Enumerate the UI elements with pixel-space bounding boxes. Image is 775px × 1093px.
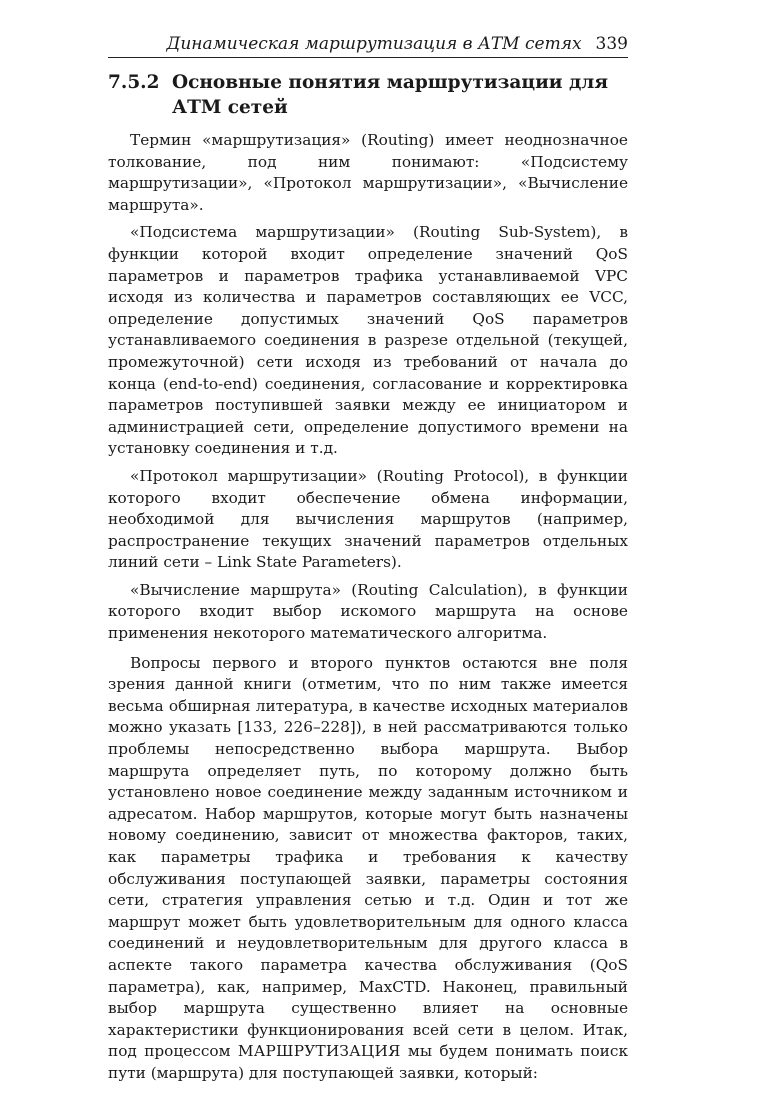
paragraph-route-selection-text: Вопросы первого и второго пунктов остаются вне поля зрения данной книги (отметим, что по ним также имеется весьма обширная литература, в качестве исходных материалов можно указать [133, 226–228]), в ней рассматриваются только проблемы непосредственно выбора маршрута. Выбор маршрута определяет путь, по которому должно быть установлено новое соединение между заданным источником и адресатом. Набор маршрутов, которые могут быть назначены новому соединению, зависит от множества факторов, таких, как параметры трафика и требования к качеству обслуживания поступающей заявки, параметры состояния сети, стратегия управления сетью и т.д. Один и тот же маршрут может быть удовлетворительным для одного класса соединений и неудовлетворительным для другого класса в аспекте такого параметра качества обслуживания (QoS параметра), как, например, MaxCTD. Наконец, правильный выбор маршрута существенно влияет на основные характеристики функционирования всей сети в целом. Итак, под процессом (108, 653, 628, 1061)
paragraph-route-selection (108, 653, 628, 1085)
paragraph-routing-subsystem: «Подсистема маршрутизации» (Routing Sub-System), в функции которой входит определение значений QoS параметров и параметров трафика устанавливаемой VPC исходя из количества и параметров составляющих ее VCC, определение допустимых значений QoS параметров устанавливаемого соединения в разрезе отдельной (текущей, промежуточной) сети исходя из требований от начала до конца (end-to-end) соединения, согласование и корректировка параметров поступившей заявки между ее инициатором и администрацией сети, определение допустимого времени на установку соединения и т.д. (108, 223, 628, 458)
section-title: Основные понятия маршрутизации для АТМ сетей (172, 72, 609, 118)
paragraph-routing-calculation: «Вычисление маршрута» (Routing Calculation), в функции которого входит выбор искомого маршрута на основе применения некоторого математического алгоритма. (108, 580, 628, 643)
running-head (108, 34, 628, 54)
body-text (108, 130, 628, 1093)
term-routing-caps: МАРШРУТИЗАЦИЯ (237, 1042, 401, 1061)
page-number: 339 (595, 34, 628, 54)
paragraph-routing-protocol: «Протокол маршрутизации» (Routing Protocol), в функции которого входит обеспечение обмена информации, необходимой для вычисления маршрутов (например, распространение текущих значений параметров отдельных линий сети – Link State Parameters). (108, 466, 628, 572)
paragraph-intro: Термин «маршрутизация» (Routing) имеет неоднозначное толкование, под ним понимают: «Подсистему маршрутизации», «Протокол маршрутизации», «Вычисление маршрута». (108, 131, 628, 214)
paragraph-route-selection-end: мы будем понимать поиск пути (маршрута) для поступающей заявки, который: (108, 1042, 629, 1082)
section-number: 7.5.2 (108, 72, 160, 93)
running-head-title: Динамическая маршрутизация в АТМ сетях (166, 34, 582, 54)
section-heading (108, 70, 628, 120)
header-rule (108, 57, 628, 58)
